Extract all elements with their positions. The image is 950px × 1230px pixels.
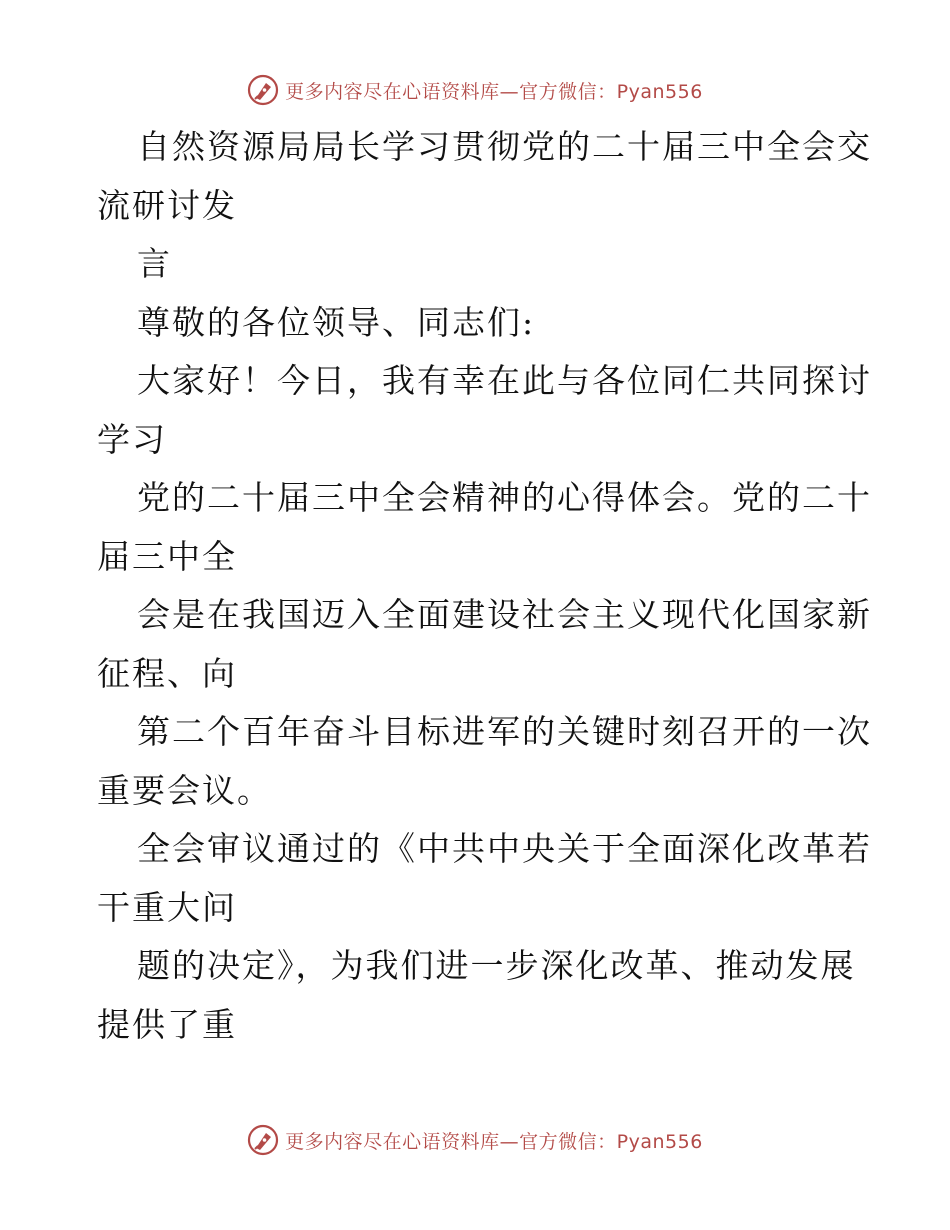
footer-watermark-banner: [0, 1120, 950, 1160]
doc-paragraph-line: 党的二十届三中全会精神的心得体会。党的二十: [137, 478, 872, 517]
doc-paragraph-line: 提供了重: [97, 1004, 237, 1044]
doc-title-line-3: 言: [137, 244, 172, 283]
doc-paragraph-line: 会是在我国迈入全面建设社会主义现代化国家新: [137, 595, 872, 634]
doc-paragraph-line: 届三中全: [97, 536, 237, 576]
doc-paragraph-line: 征程、向: [97, 653, 237, 693]
header-watermark-banner: [0, 70, 950, 110]
document-body: [97, 118, 872, 1054]
header-watermark-text: 更多内容尽在心语资料库—官方微信：Pyan556: [285, 80, 703, 103]
doc-title-line-2: 流研讨发: [97, 185, 237, 225]
pen-nib-logo-icon: [247, 1124, 279, 1156]
footer-watermark-text: 更多内容尽在心语资料库—官方微信：Pyan556: [285, 1130, 703, 1153]
pen-nib-logo-icon: [247, 74, 279, 106]
doc-title-line-1: 自然资源局局长学习贯彻党的二十届三中全会交: [137, 127, 872, 166]
doc-paragraph-line: 题的决定》，为我们进一步深化改革、推动发展: [137, 946, 856, 985]
doc-paragraph-line: 大家好！今日，我有幸在此与各位同仁共同探讨: [137, 361, 872, 400]
doc-paragraph-line: 重要会议。: [97, 770, 272, 810]
doc-paragraph-line: 学习: [97, 419, 167, 459]
doc-paragraph-line: 第二个百年奋斗目标进军的关键时刻召开的一次: [137, 712, 872, 751]
doc-paragraph-line: 全会审议通过的《中共中央关于全面深化改革若: [137, 829, 872, 868]
doc-paragraph-line: 干重大问: [97, 887, 237, 927]
doc-salutation: 尊敬的各位领导、同志们:: [137, 302, 536, 342]
